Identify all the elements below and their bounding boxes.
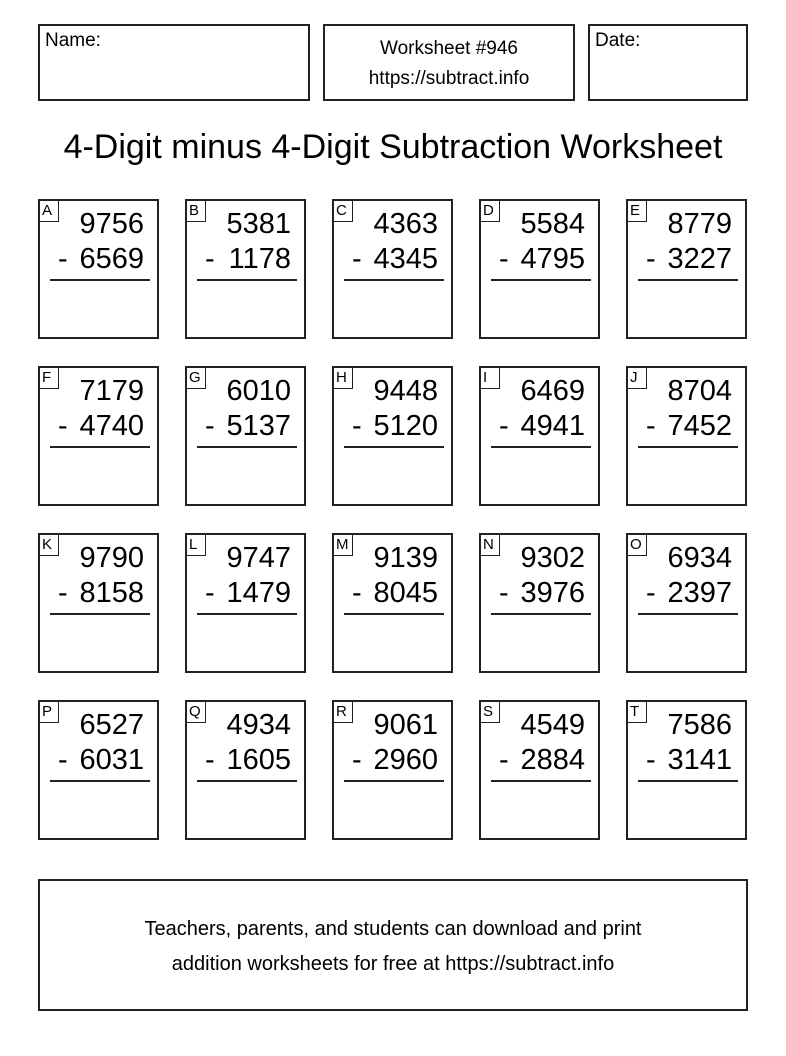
subtrahend: 5120 [373,410,438,442]
problem-box[interactable] [479,700,600,840]
minuend: 4549 [520,709,585,741]
answer-line [638,780,738,782]
subtrahend: 6569 [79,243,144,275]
minuend: 5584 [520,208,585,240]
minus-sign: - [499,577,509,609]
problem-box[interactable] [626,199,747,339]
subtrahend: 8045 [373,577,438,609]
minus-sign: - [499,243,509,275]
date-field[interactable] [588,24,748,101]
minuend: 9790 [79,542,144,574]
subtrahend: 5137 [226,410,291,442]
answer-line [638,446,738,448]
answer-line [50,613,150,615]
problem-box[interactable] [38,199,159,339]
answer-line [491,613,591,615]
footer-note [38,879,748,1011]
answer-line [197,279,297,281]
answer-line [344,613,444,615]
minuend: 6527 [79,709,144,741]
minuend: 8704 [667,375,732,407]
footer-line-2: addition worksheets for free at https://subtract.info [171,953,615,975]
problem-letter: F [39,367,59,389]
subtrahend: 2884 [520,744,585,776]
subtrahend: 4740 [79,410,144,442]
problem-box[interactable] [38,700,159,840]
minus-sign: - [205,243,215,275]
minus-sign: - [646,577,656,609]
subtrahend: 2397 [667,577,732,609]
subtrahend: 3976 [520,577,585,609]
name-label: Name: [45,30,101,51]
minuend: 9747 [226,542,291,574]
minuend: 5381 [226,208,291,240]
answer-line [491,279,591,281]
problem-box[interactable] [479,199,600,339]
minuend: 9139 [373,542,438,574]
minus-sign: - [352,744,362,776]
minus-sign: - [352,243,362,275]
subtrahend: 7452 [667,410,732,442]
problem-box[interactable] [185,533,306,673]
minus-sign: - [205,410,215,442]
problem-letter: J [627,367,647,389]
minus-sign: - [646,744,656,776]
minus-sign: - [352,577,362,609]
problem-letter: B [186,200,206,222]
minus-sign: - [205,744,215,776]
minus-sign: - [58,410,68,442]
minuend: 9061 [373,709,438,741]
problem-box[interactable] [479,533,600,673]
problem-box[interactable] [38,533,159,673]
minuend: 9448 [373,375,438,407]
subtrahend: 2960 [373,744,438,776]
subtrahend: 1479 [226,577,291,609]
problem-letter: N [480,534,500,556]
problem-box[interactable] [332,199,453,339]
minuend: 6010 [226,375,291,407]
subtrahend: 8158 [79,577,144,609]
problem-box[interactable] [185,366,306,506]
minuend: 7586 [667,709,732,741]
problem-letter: K [39,534,59,556]
answer-line [638,613,738,615]
problem-letter: R [333,701,353,723]
problem-box[interactable] [626,700,747,840]
minuend: 4363 [373,208,438,240]
minuend: 6469 [520,375,585,407]
problem-letter: P [39,701,59,723]
minuend: 6934 [667,542,732,574]
minus-sign: - [58,577,68,609]
problem-letter: D [480,200,500,222]
answer-line [50,279,150,281]
worksheet-info-box [323,24,575,101]
answer-line [344,780,444,782]
problem-letter: I [480,367,500,389]
answer-line [344,446,444,448]
minuend: 4934 [226,709,291,741]
problem-letter: C [333,200,353,222]
answer-line [491,446,591,448]
problem-letter: E [627,200,647,222]
problem-box[interactable] [479,366,600,506]
worksheet-number: Worksheet #946 [379,38,518,59]
answer-line [491,780,591,782]
subtrahend: 1178 [228,243,291,275]
minus-sign: - [58,243,68,275]
minuend: 9302 [520,542,585,574]
problem-box[interactable] [332,366,453,506]
name-field[interactable] [38,24,310,101]
problem-letter: A [39,200,59,222]
minus-sign: - [499,744,509,776]
minus-sign: - [58,744,68,776]
footer-line-1: Teachers, parents, and students can download and print [144,918,642,940]
subtrahend: 4345 [373,243,438,275]
minus-sign: - [205,577,215,609]
answer-line [50,780,150,782]
date-label: Date: [595,30,641,51]
page-title: 4-Digit minus 4-Digit Subtraction Worksheet [63,128,723,166]
problem-box[interactable] [185,700,306,840]
problem-box[interactable] [332,533,453,673]
problem-box[interactable] [38,366,159,506]
problem-letter: G [186,367,206,389]
problem-letter: H [333,367,353,389]
subtrahend: 4795 [520,243,585,275]
subtrahend: 3141 [667,744,732,776]
subtrahend: 6031 [79,744,144,776]
problem-box[interactable] [332,700,453,840]
problem-box[interactable] [626,533,747,673]
problem-letter: S [480,701,500,723]
worksheet-url: https://subtract.info [368,68,530,89]
answer-line [50,446,150,448]
minus-sign: - [352,410,362,442]
problem-letter: M [333,534,353,556]
answer-line [197,446,297,448]
problem-letter: Q [186,701,206,723]
minus-sign: - [499,410,509,442]
problem-letter: O [627,534,647,556]
problem-letter: T [627,701,647,723]
subtrahend: 3227 [667,243,732,275]
answer-line [197,613,297,615]
subtrahend: 1605 [226,744,291,776]
minus-sign: - [646,243,656,275]
minuend: 9756 [79,208,144,240]
answer-line [344,279,444,281]
subtrahend: 4941 [520,410,585,442]
answer-line [197,780,297,782]
minuend: 7179 [79,375,144,407]
minus-sign: - [646,410,656,442]
problem-letter: L [186,534,206,556]
problem-box[interactable] [626,366,747,506]
answer-line [638,279,738,281]
problem-box[interactable] [185,199,306,339]
minuend: 8779 [667,208,732,240]
